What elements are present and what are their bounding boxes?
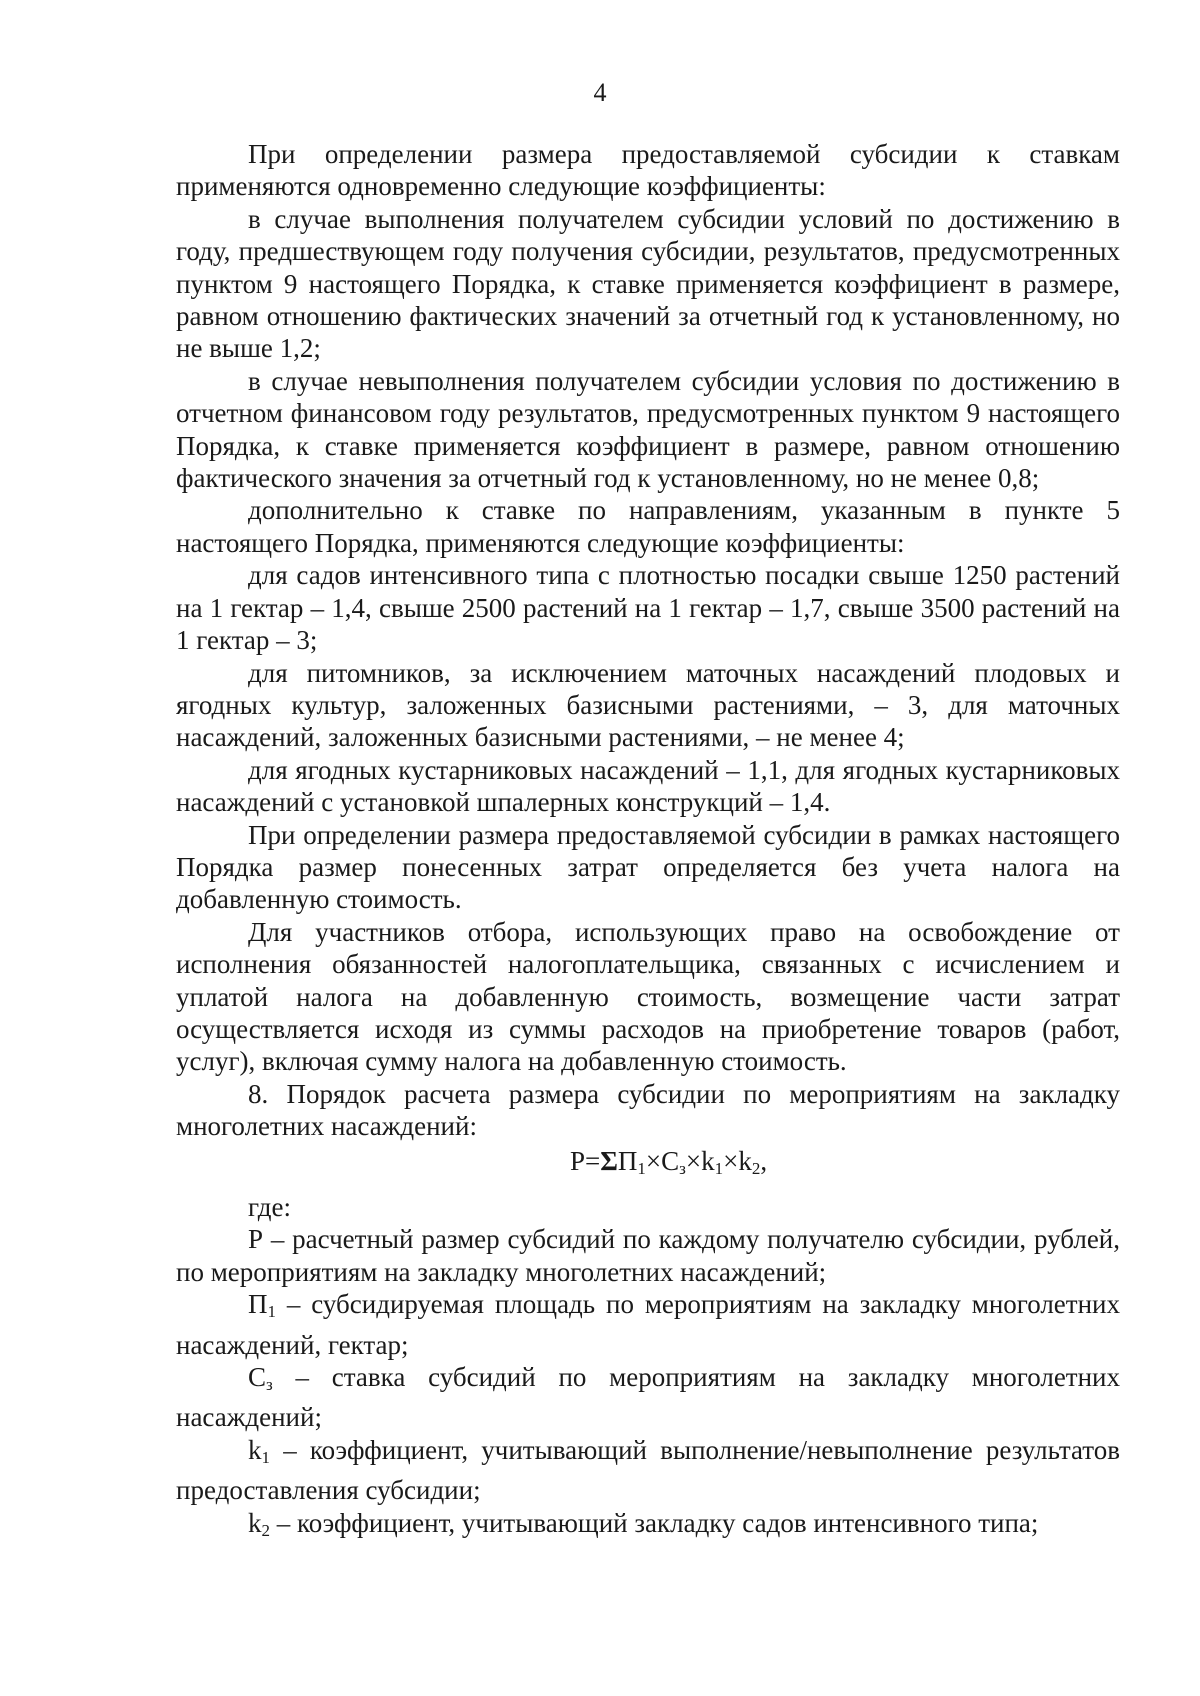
paragraph-vat-exemption: Для участников отбора, использующих право на освобождение от исполнения обязанностей налогоплательщика, связанных с исчислением и уплатой налога на добавленную стоимость, возмещение части затрат осуществляется исходя из суммы расходов на приобретение товаров (работ, услуг), включая сумму налога на добавленную стоимость. bbox=[176, 916, 1120, 1077]
paragraph-fulfillment-coefficient: в случае выполнения получателем субсидии условий по достижению в году, предшествующем году получения субсидии, результатов, предусмотренных пунктом 9 настоящего Порядка, к ставке применяется коэффициент в размере, равном отношению фактических значений за отчетный год к установленному, но не выше 1,2; bbox=[176, 203, 1120, 364]
paragraph-additional-coefficients: дополнительно к ставке по направлениям, указанным в пункте 5 настоящего Порядка, применяются следующие коэффициенты: bbox=[176, 495, 1120, 558]
definition-k2-symbol: k bbox=[248, 1507, 262, 1538]
formula-p: P= bbox=[570, 1145, 601, 1176]
paragraph-nurseries: для питомников, за исключением маточных насаждений плодовых и ягодных культур, заложенных базисными растениями, – 3, для маточных насаждений, заложенных базисными растениями, – не менее 4; bbox=[176, 657, 1120, 753]
definition-c3-text: – ставка субсидий по мероприятиям на закладку многолетних насаждений; bbox=[176, 1362, 1120, 1433]
formula-c-sub: з bbox=[679, 1158, 686, 1178]
formula-k2: k bbox=[738, 1145, 752, 1176]
formula-k1-sub: 1 bbox=[714, 1158, 724, 1178]
formula-pi-sub: 1 bbox=[637, 1158, 646, 1178]
paragraph-section-8-heading: 8. Порядок расчета размера субсидии по мероприятиям на закладку многолетних насаждений: bbox=[176, 1078, 1120, 1142]
definition-k1-sub: 1 bbox=[261, 1447, 270, 1467]
formula-k1: k bbox=[701, 1145, 715, 1176]
definition-p bbox=[176, 1223, 1120, 1288]
formula-times-3: × bbox=[723, 1145, 739, 1176]
paragraph-berry-shrubs: для ягодных кустарниковых насаждений – 1,1, для ягодных кустарниковых насаждений с установкой шпалерных конструкций – 1,4. bbox=[176, 754, 1120, 818]
definition-k1-symbol: k bbox=[248, 1434, 262, 1465]
definition-pi1-symbol: П bbox=[248, 1289, 268, 1320]
definition-p-text: – расчетный размер субсидий по каждому получателю субсидии, рублей, по мероприятиям на закладку многолетних насаждений; bbox=[176, 1224, 1120, 1287]
definition-c3-symbol: С bbox=[248, 1362, 267, 1393]
definition-pi1 bbox=[176, 1288, 1120, 1361]
paragraph-coefficients-intro: При определении размера предоставляемой субсидии к ставкам применяются одновременно следующие коэффициенты: bbox=[176, 139, 1120, 202]
formula-end: , bbox=[760, 1145, 768, 1176]
definition-k2-sub: 2 bbox=[261, 1520, 270, 1540]
subsidy-formula bbox=[176, 1145, 1120, 1185]
definition-c3-sub: з bbox=[266, 1375, 273, 1395]
definition-k2 bbox=[176, 1507, 1120, 1547]
formula-c: С bbox=[661, 1145, 680, 1176]
page-number: 4 bbox=[593, 78, 607, 107]
definition-pi1-text: – субсидируемая площадь по мероприятиям на закладку многолетних насаждений, гектар; bbox=[176, 1289, 1120, 1360]
document-body bbox=[176, 138, 1120, 1547]
definition-k2-text: – коэффициент, учитывающий закладку садов интенсивного типа; bbox=[270, 1507, 1039, 1538]
definition-c3 bbox=[176, 1361, 1120, 1434]
definition-k1 bbox=[176, 1434, 1120, 1507]
formula-times-2: × bbox=[685, 1145, 702, 1176]
paragraph-nonfulfillment-coefficient: в случае невыполнения получателем субсидии условия по достижению в отчетном финансовом году результатов, предусмотренных пунктом 9 настоящего Порядка, к ставке применяется коэффициент в размере, равном отношению фактического значения за отчетный год к установленному, но не менее 0,8; bbox=[176, 365, 1120, 494]
formula-sigma: Σ bbox=[600, 1145, 618, 1176]
where-label: где: bbox=[248, 1192, 291, 1222]
paragraph-vat-exclusion: При определении размера предоставляемой субсидии в рамках настоящего Порядка размер понесенных затрат определяется без учета налога на добавленную стоимость. bbox=[176, 819, 1120, 915]
paragraph-intensive-gardens: для садов интенсивного типа с плотностью посадки свыше 1250 растений на 1 гектар – 1,4, свыше 2500 растений на 1 гектар – 1,7, свыше 3500 растений на 1 гектар – 3; bbox=[176, 560, 1120, 656]
definition-pi1-sub: 1 bbox=[267, 1302, 276, 1322]
formula-k2-sub: 2 bbox=[751, 1158, 761, 1178]
definition-p-symbol: Р bbox=[248, 1224, 264, 1255]
formula-times-1: × bbox=[645, 1145, 662, 1176]
formula-pi: П bbox=[617, 1145, 638, 1176]
definition-k1-text: – коэффициент, учитывающий выполнение/невыполнение результатов предоставления субсидии; bbox=[176, 1434, 1120, 1506]
